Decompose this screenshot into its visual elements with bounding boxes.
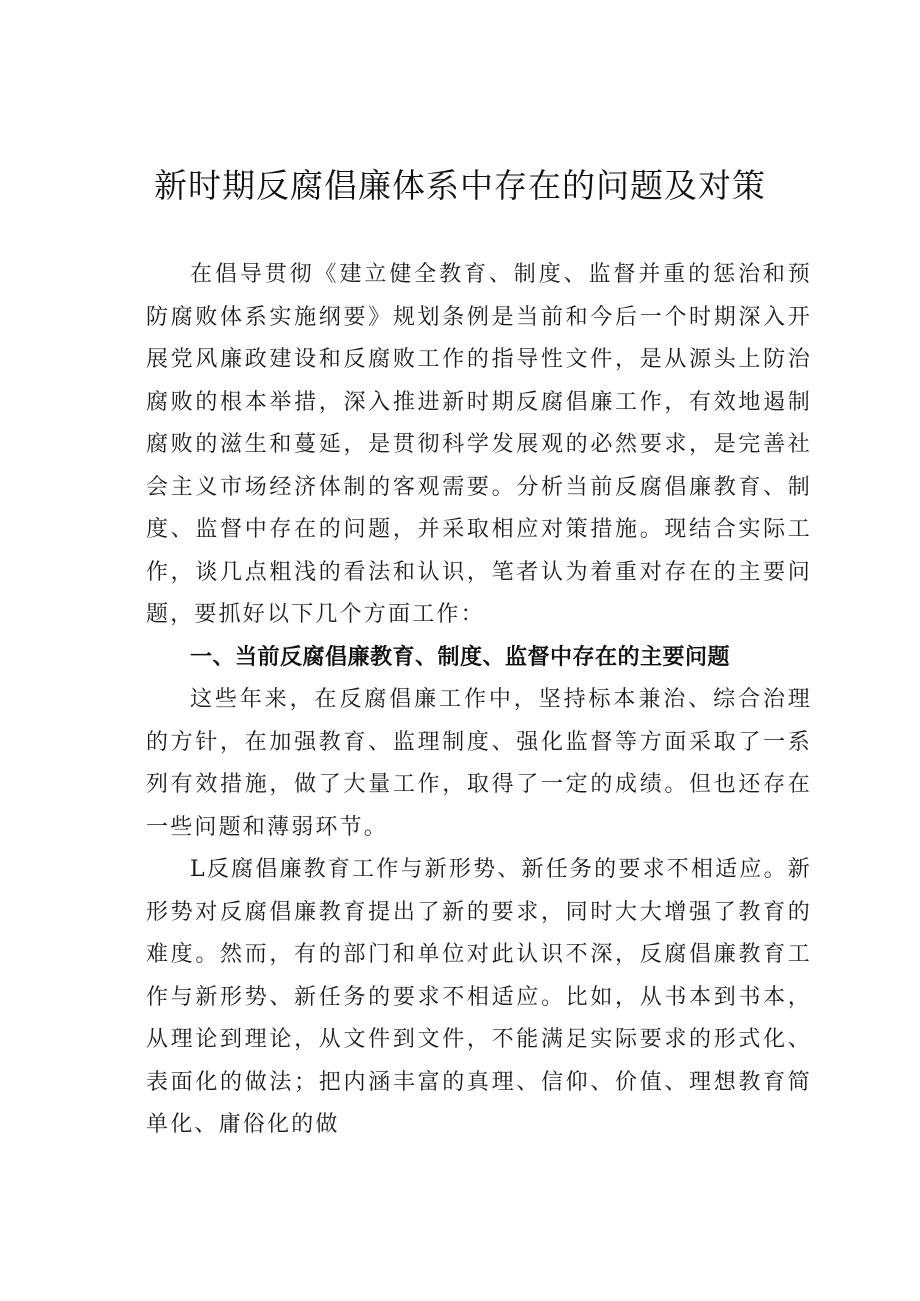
- section-heading: 一、当前反腐倡廉教育、制度、监督中存在的主要问题: [190, 644, 731, 670]
- section-paragraph-1: 这些年来，在反腐倡廉工作中，坚持标本兼治、综合治理的方针，在加强教育、监理制度、强化监督等方面采取了一系列有效措施，做了大量工作，取得了一定的成绩。但也还存在一些问题和薄弱环节。: [146, 687, 812, 840]
- section-paragraph-2: L反腐倡廉教育工作与新形势、新任务的要求不相适应。新形势对反腐倡廉教育提出了新的要求，同时大大增强了教育的难度。然而，有的部门和单位对此认识不深，反腐倡廉教育工作与新形势、新任务的要求不相适应。比如，从书本到书本，从理论到理论，从文件到文件，不能满足实际要求的形式化、表面化的做法；把内涵丰富的真理、信仰、价值、理想教育简单化、庸俗化的做: [146, 857, 812, 1137]
- document-body: [146, 254, 812, 1147]
- page-title: 新时期反腐倡廉体系中存在的问题及对策: [154, 166, 766, 205]
- intro-paragraph: 在倡导贯彻《建立健全教育、制度、监督并重的惩治和预防腐败体系实施纲要》规划条例是当前和今后一个时期深入开展党风廉政建设和反腐败工作的指导性文件，是从源头上防治腐败的根本举措，深入推进新时期反腐倡廉工作，有效地遏制腐败的滋生和蔓延，是贯彻科学发展观的必然要求，是完善社会主义市场经济体制的客观需要。分析当前反腐倡廉教育、制度、监督中存在的问题，并采取相应对策措施。现结合实际工作，谈几点粗浅的看法和认识，笔者认为着重对存在的主要问题，要抓好以下几个方面工作：: [146, 262, 812, 627]
